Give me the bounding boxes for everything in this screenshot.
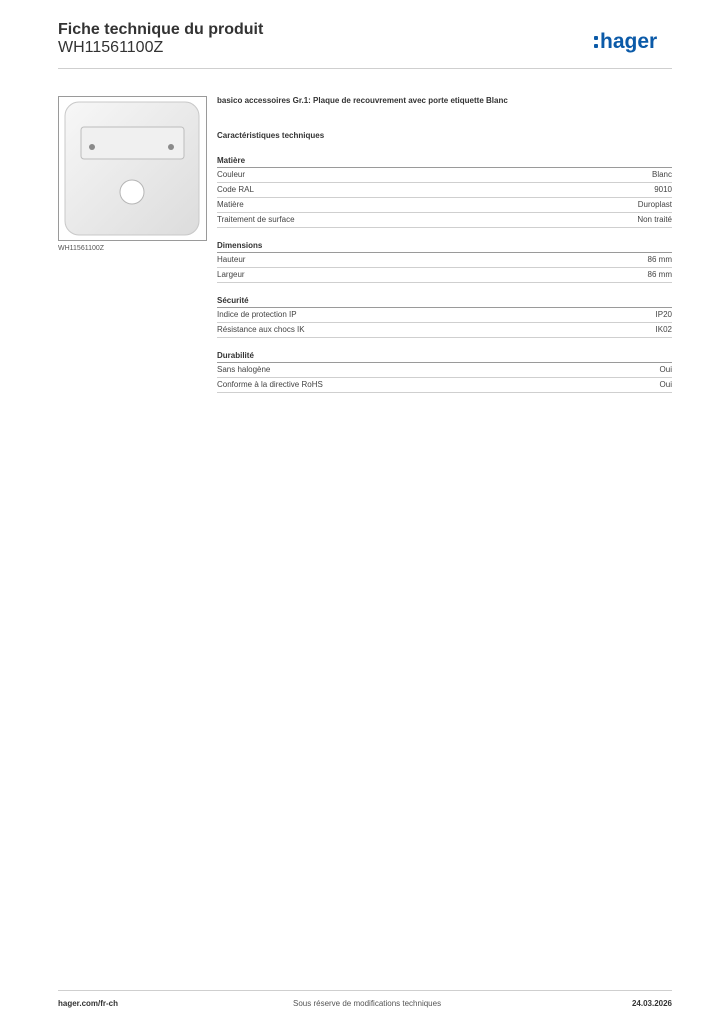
spec-label: Sans halogène <box>217 365 271 374</box>
spec-row <box>217 323 672 338</box>
spec-row <box>217 268 672 283</box>
spec-content <box>217 96 672 393</box>
spec-row <box>217 308 672 323</box>
spec-row <box>217 168 672 183</box>
header-divider <box>58 68 672 69</box>
logo-text: hager <box>600 30 658 53</box>
section-safety <box>217 296 672 338</box>
spec-row <box>217 213 672 228</box>
section-durability <box>217 351 672 393</box>
page-title: Fiche technique du produit <box>58 21 264 38</box>
spec-row <box>217 378 672 393</box>
footer-notice: Sous réserve de modifications techniques <box>293 999 442 1008</box>
spec-value: 86 mm <box>647 255 672 264</box>
spec-label: Hauteur <box>217 255 246 264</box>
spec-row <box>217 183 672 198</box>
spec-value: Oui <box>659 380 672 389</box>
hager-logo <box>592 27 674 57</box>
spec-value: Oui <box>659 365 672 374</box>
spec-value: 86 mm <box>647 270 672 279</box>
spec-value: Blanc <box>651 170 672 179</box>
spec-value: IK02 <box>655 325 672 334</box>
spec-label: Conforme à la directive RoHS <box>217 380 323 389</box>
section-material <box>217 156 672 228</box>
spec-label: Résistance aux chocs IK <box>217 325 305 334</box>
spec-value: Duroplast <box>637 200 672 209</box>
spec-value: IP20 <box>655 310 672 319</box>
section-title: Dimensions <box>217 241 672 253</box>
product-description: basico accessoires Gr.1: Plaque de recouvrement avec porte etiquette Blanc <box>217 96 508 105</box>
spec-row <box>217 198 672 213</box>
footer-divider <box>58 990 672 991</box>
product-image <box>58 96 207 241</box>
section-dimensions <box>217 241 672 283</box>
section-title: Matière <box>217 156 672 168</box>
spec-value: 9010 <box>654 185 672 194</box>
image-caption: WH11561100Z <box>58 245 105 252</box>
spec-row <box>217 363 672 378</box>
section-title: Sécurité <box>217 296 672 308</box>
spec-value: Non traité <box>637 215 672 224</box>
spec-label: Indice de protection IP <box>217 310 297 319</box>
spec-label: Largeur <box>217 270 245 279</box>
section-title: Durabilité <box>217 351 672 363</box>
spec-label: Couleur <box>217 170 246 179</box>
spec-row <box>217 253 672 268</box>
spec-label: Matière <box>217 200 244 209</box>
specs-heading: Caractéristiques techniques <box>217 131 325 140</box>
spec-label: Code RAL <box>217 185 254 194</box>
cover-plate-illustration <box>59 97 206 240</box>
footer-website-link[interactable]: hager.com/fr-ch <box>58 999 119 1008</box>
spec-label: Traitement de surface <box>217 215 295 224</box>
footer-date: 24.03.2026 <box>631 999 672 1008</box>
product-code: WH11561100Z <box>58 39 164 56</box>
